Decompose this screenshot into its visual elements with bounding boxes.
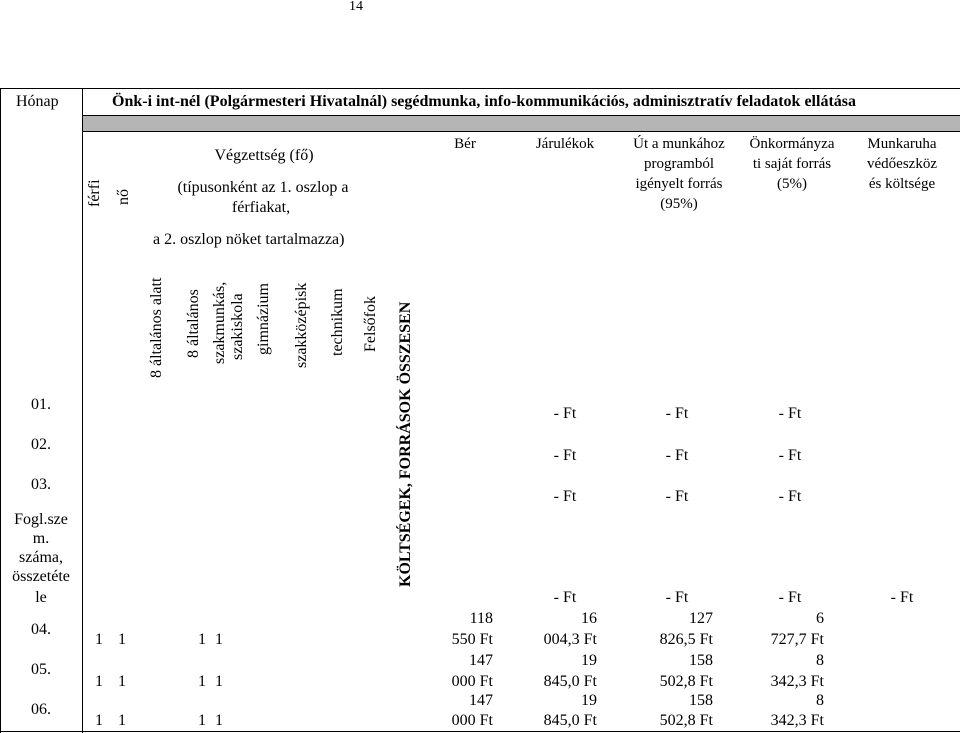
edu-type-8: 8 általános bbox=[185, 289, 202, 358]
row04-commute-1: 127 bbox=[689, 610, 713, 627]
costs-total-header: KÖLTSÉGEK, FORRÁSOK ÖSSZESEN bbox=[397, 301, 414, 587]
own-funds-header-3: (5%) bbox=[777, 176, 807, 192]
edu-type-grammar: gimnázium bbox=[255, 283, 272, 355]
row06-count-3: 1 bbox=[198, 712, 206, 729]
row04-wage-1: 118 bbox=[469, 610, 493, 627]
row06-own-2: 342,3 Ft bbox=[770, 712, 824, 729]
workwear-header-3: és költsége bbox=[868, 176, 936, 192]
row04-count-4: 1 bbox=[215, 631, 223, 648]
left-border bbox=[0, 88, 1, 733]
row01-contrib: - Ft bbox=[553, 405, 577, 422]
row02-commute: - Ft bbox=[665, 447, 689, 464]
row02-contrib: - Ft bbox=[553, 447, 577, 464]
month-col-border bbox=[82, 88, 83, 733]
row04-commute-2: 826,5 Ft bbox=[659, 631, 713, 648]
row05-wage-1: 147 bbox=[469, 652, 493, 669]
own-funds-header-2: ti saját forrás bbox=[752, 156, 832, 172]
row05-contrib-2: 845,0 Ft bbox=[543, 673, 597, 690]
edu-type-below-8: 8 általános alatt bbox=[148, 277, 165, 378]
row06-commute-2: 502,8 Ft bbox=[659, 712, 713, 729]
row01-own: - Ft bbox=[778, 405, 802, 422]
row03-contrib: - Ft bbox=[553, 488, 577, 505]
commute-header-2: programból bbox=[644, 156, 714, 172]
row04-contrib-2: 004,3 Ft bbox=[543, 631, 597, 648]
row04-own-2: 727,7 Ft bbox=[770, 631, 824, 648]
row-label-summary-2: m. bbox=[32, 530, 50, 547]
workwear-header-2: védőeszköz bbox=[867, 156, 937, 172]
row-label-summary-1: Fogl.sze bbox=[14, 511, 68, 528]
male-header: férfi bbox=[86, 179, 103, 207]
row06-count-1: 1 bbox=[95, 712, 103, 729]
row06-contrib-2: 845,0 Ft bbox=[543, 712, 597, 729]
row06-contrib-1: 19 bbox=[581, 692, 597, 709]
row05-count-1: 1 bbox=[95, 673, 103, 690]
row06-count-4: 1 bbox=[215, 712, 223, 729]
row04-count-2: 1 bbox=[118, 631, 126, 648]
row-label-summary-4: összetéte bbox=[12, 568, 70, 585]
header-border bbox=[82, 131, 960, 132]
row05-count-3: 1 bbox=[198, 673, 206, 690]
commute-header-4: (95%) bbox=[660, 196, 698, 212]
row-label-01: 01. bbox=[31, 396, 51, 413]
row05-contrib-1: 19 bbox=[581, 652, 597, 669]
row03-own: - Ft bbox=[778, 488, 802, 505]
row-label-summary-3: száma, bbox=[19, 549, 63, 566]
summary-workwear: - Ft bbox=[890, 589, 914, 606]
row01-commute: - Ft bbox=[665, 405, 689, 422]
row-label-02: 02. bbox=[31, 436, 51, 453]
table-top-border bbox=[0, 88, 960, 89]
shaded-band bbox=[82, 116, 960, 131]
row04-wage-2: 550 Ft bbox=[451, 631, 493, 648]
summary-own: - Ft bbox=[778, 589, 802, 606]
row04-contrib-1: 16 bbox=[581, 610, 597, 627]
education-title: Végzettség (fő) bbox=[214, 147, 314, 164]
page-number: 14 bbox=[349, 0, 363, 14]
row04-count-3: 1 bbox=[198, 631, 206, 648]
female-header: nő bbox=[115, 189, 132, 205]
table-title: Önk-i int-nél (Polgármesteri Hivatalnál) segédmunka, info-kommunikációs, adminisztratív feladatok ellátása bbox=[112, 93, 856, 110]
row06-commute-1: 158 bbox=[689, 692, 713, 709]
row03-commute: - Ft bbox=[665, 488, 689, 505]
row-label-03: 03. bbox=[31, 476, 51, 493]
education-line2: (típusonként az 1. oszlop a bbox=[177, 179, 349, 196]
commute-header-3: igényelt forrás bbox=[635, 176, 723, 192]
row06-wage-1: 147 bbox=[469, 692, 493, 709]
row-label-04: 04. bbox=[31, 621, 51, 638]
row06-wage-2: 000 Ft bbox=[451, 712, 493, 729]
summary-contrib: - Ft bbox=[553, 589, 577, 606]
edu-type-technical: technikum bbox=[329, 288, 346, 356]
bottom-border bbox=[0, 731, 960, 732]
row-label-06: 06. bbox=[31, 701, 51, 718]
row05-own-1: 8 bbox=[816, 652, 824, 669]
edu-type-secondary: szakközépisk bbox=[293, 282, 310, 368]
commute-header-1: Út a munkához bbox=[633, 136, 725, 152]
edu-type-vocational-2: szakiskola bbox=[229, 293, 246, 360]
wage-header: Bér bbox=[454, 136, 476, 152]
row-label-05: 05. bbox=[31, 661, 51, 678]
month-header: Hónap bbox=[16, 93, 59, 110]
row05-count-4: 1 bbox=[215, 673, 223, 690]
row04-count-1: 1 bbox=[95, 631, 103, 648]
row05-commute-1: 158 bbox=[689, 652, 713, 669]
education-line4: a 2. oszlop nöket tartalmazza) bbox=[153, 231, 345, 248]
row05-own-2: 342,3 Ft bbox=[770, 673, 824, 690]
row-label-summary-5: le bbox=[35, 589, 47, 606]
education-line3: férfiakat, bbox=[231, 199, 291, 216]
row05-wage-2: 000 Ft bbox=[451, 673, 493, 690]
row05-commute-2: 502,8 Ft bbox=[659, 673, 713, 690]
row06-own-1: 8 bbox=[816, 692, 824, 709]
row04-own-1: 6 bbox=[816, 610, 824, 627]
workwear-header-1: Munkaruha bbox=[867, 136, 937, 152]
row05-count-2: 1 bbox=[118, 673, 126, 690]
row06-count-2: 1 bbox=[118, 712, 126, 729]
edu-type-vocational-1: szakmunkás, bbox=[211, 281, 228, 364]
contributions-header: Járulékok bbox=[535, 136, 595, 152]
own-funds-header-1: Önkormányza bbox=[749, 136, 835, 152]
row02-own: - Ft bbox=[778, 447, 802, 464]
summary-commute: - Ft bbox=[665, 589, 689, 606]
edu-type-higher: Felsőfok bbox=[362, 296, 379, 352]
